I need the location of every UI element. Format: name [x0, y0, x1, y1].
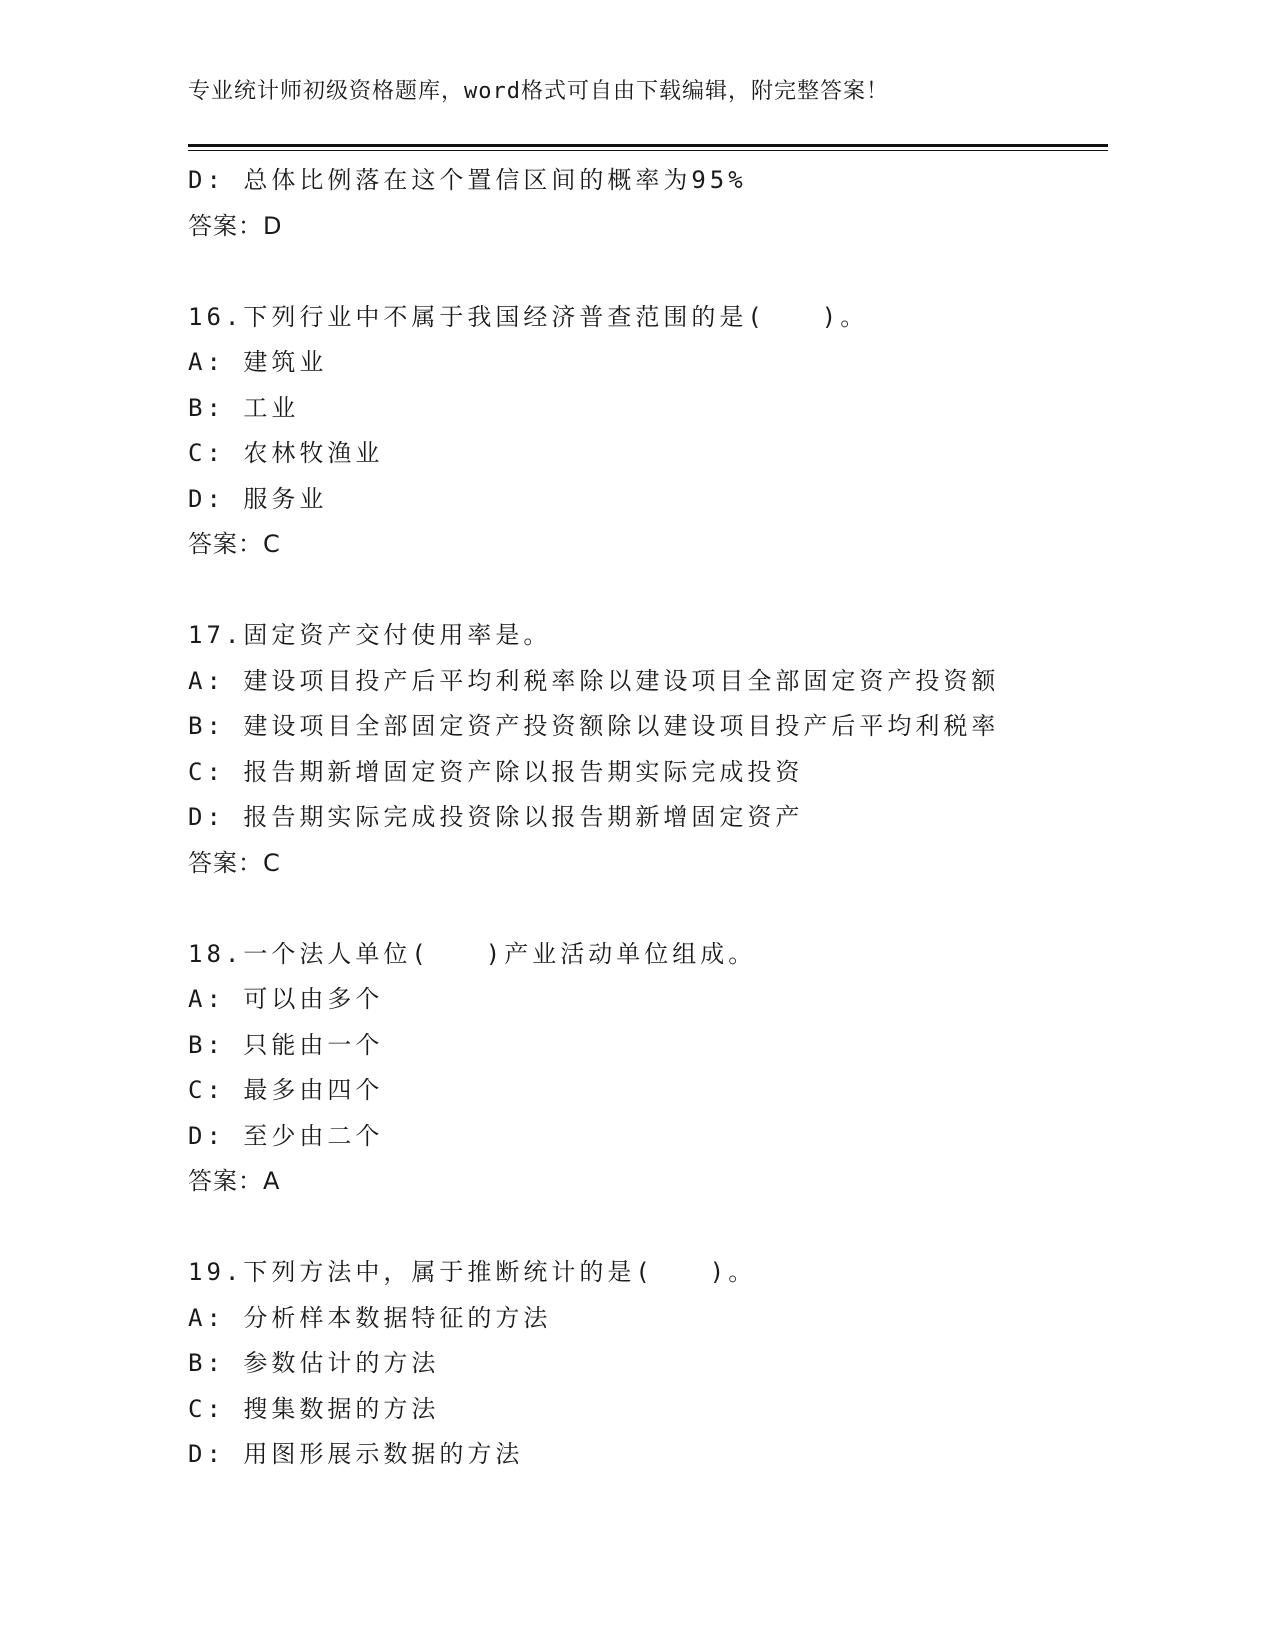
option-a: A: 建设项目投产后平均利税率除以建设项目全部固定资产投资额 [188, 666, 1000, 695]
option-d: D: 服务业 [188, 484, 328, 513]
option-a: A: 分析样本数据特征的方法 [188, 1303, 552, 1332]
option-c: C: 农林牧渔业 [188, 439, 384, 467]
option-b: B: 工业 [188, 393, 300, 422]
answer: 答案：D [188, 211, 283, 240]
option-b: B: 建设项目全部固定资产投资额除以建设项目投产后平均利税率 [188, 712, 1000, 740]
option-c: C: 最多由四个 [188, 1076, 384, 1104]
option-d: D: 用图形展示数据的方法 [188, 1440, 524, 1468]
answer: 答案：C [188, 530, 281, 558]
option-d: D: 至少由二个 [188, 1121, 384, 1150]
option-b: B: 参数估计的方法 [188, 1349, 440, 1377]
option-a: A: 可以由多个 [188, 985, 384, 1013]
answer: 答案：A [188, 1167, 281, 1195]
question-16: 16.下列行业中不属于我国经济普查范围的是( )。 [188, 302, 869, 331]
page-header: 专业统计师初级资格题库，word格式可自由下载编辑，附完整答案！ [188, 79, 889, 104]
header-rule-thin [188, 150, 1108, 151]
answer: 答案：C [188, 848, 281, 877]
header-rule-thick [188, 144, 1108, 147]
option-b: B: 只能由一个 [188, 1030, 384, 1059]
question-17: 17.固定资产交付使用率是。 [188, 621, 552, 649]
spacer [188, 886, 1108, 932]
question-18: 18.一个法人单位( )产业活动单位组成。 [188, 939, 757, 968]
option-d: D: 报告期实际完成投资除以报告期新增固定资产 [188, 803, 804, 831]
question-content [188, 158, 1108, 1478]
option-d: D: 总体比例落在这个置信区间的概率为95% [188, 166, 747, 194]
option-c: C: 搜集数据的方法 [188, 1394, 440, 1423]
spacer [188, 1205, 1108, 1251]
question-19: 19.下列方法中，属于推断统计的是( )。 [188, 1258, 757, 1286]
spacer [188, 249, 1108, 295]
spacer [188, 568, 1108, 614]
option-c: C: 报告期新增固定资产除以报告期实际完成投资 [188, 757, 804, 786]
option-a: A: 建筑业 [188, 348, 328, 376]
